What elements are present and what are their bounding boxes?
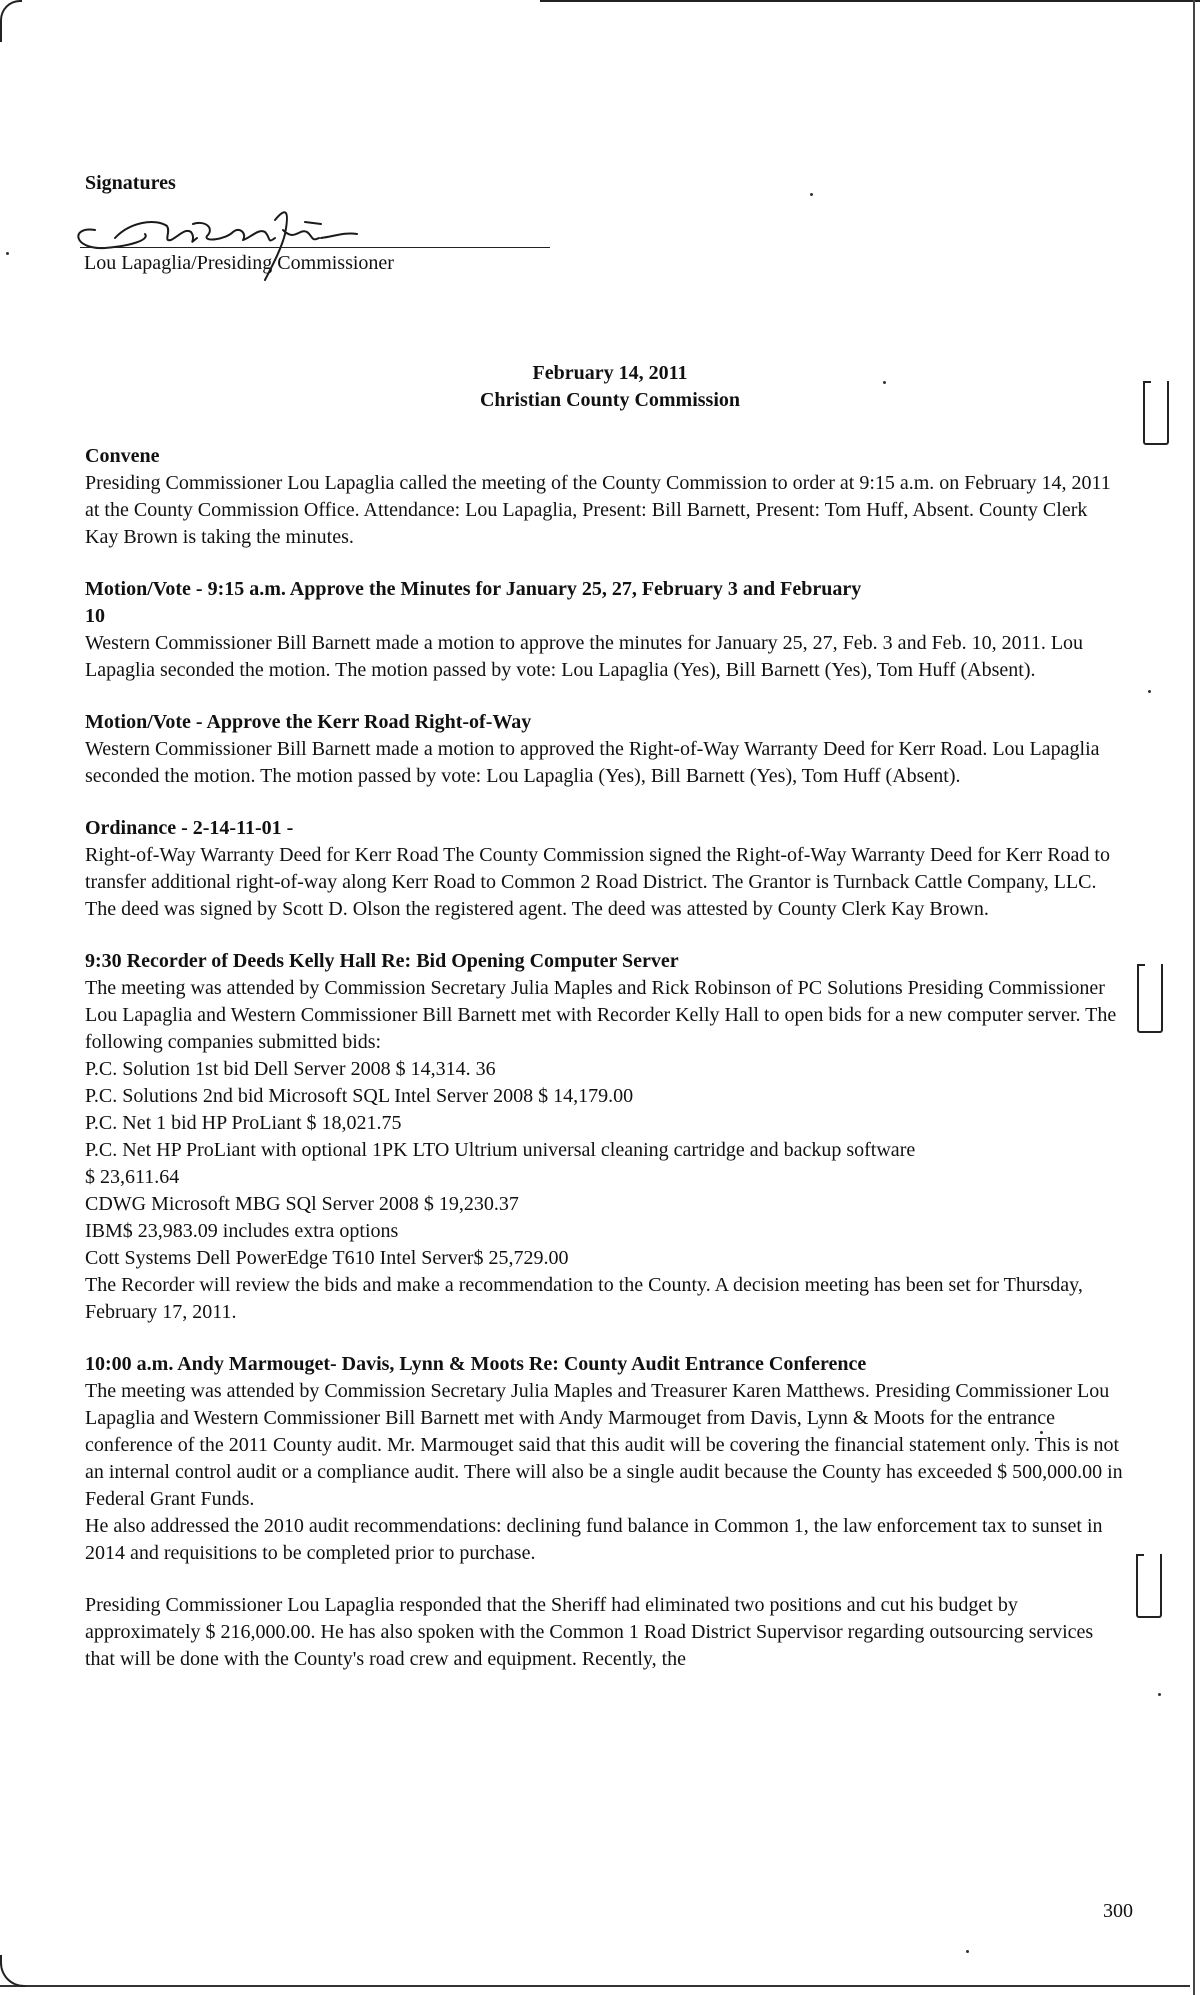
scan-edge-top — [540, 0, 1200, 2]
scan-corner-top-left — [0, 0, 22, 42]
bid-item: IBM$ 23,983.09 includes extra options — [85, 1220, 399, 1242]
bid-item: CDWG Microsoft MBG SQl Server 2008 $ 19,230.37 — [85, 1193, 519, 1215]
scan-speck — [1148, 690, 1151, 693]
section-body: Western Commissioner Bill Barnett made a motion to approved the Right-of-Way Warranty Deed for Kerr Road. Lou Lapaglia seconded the motion. The motion passed by vote: Lou Lapaglia (Yes), Bill Barnett (Yes), Tom Huff (Absent). — [85, 738, 1100, 787]
signatures-heading: Signatures — [85, 172, 176, 194]
margin-bracket — [1137, 964, 1163, 1033]
bid-list — [85, 1056, 1125, 1272]
signature-caption: Lou Lapaglia/Presiding Commissioner — [84, 252, 394, 274]
meeting-date: February 14, 2011 — [532, 362, 688, 384]
signature-line — [80, 247, 550, 248]
minutes-body — [85, 443, 1125, 1698]
section-heading: Ordinance - 2-14-11-01 - — [85, 817, 294, 839]
section-body: Presiding Commissioner Lou Lapaglia called the meeting of the County Commission to order at 9:15 a.m. on February 14, 2011 at the County Commission Office. Attendance: Lou Lapaglia, Present: Bill Barnett, Present: Tom Huff, Absent. County Clerk Kay Brown is taking the minutes. — [85, 472, 1111, 548]
bid-item: Cott Systems Dell PowerEdge T610 Intel Server$ 25,729.00 — [85, 1247, 569, 1269]
section-body: Presiding Commissioner Lou Lapaglia responded that the Sheriff had eliminated two positions and cut his budget by approximately $ 216,000.00. He has also spoken with the Common 1 Road District Supervisor regarding outsourcing services that will be done with the County's road crew and equipment. Recently, the — [85, 1594, 1094, 1670]
margin-bracket — [1143, 381, 1169, 445]
scan-edge-right — [1193, 0, 1195, 1995]
section-audit-conference — [85, 1351, 1125, 1673]
section-heading: Motion/Vote - Approve the Kerr Road Right-of-Way — [85, 711, 532, 733]
section-body: He also addressed the 2010 audit recommendations: declining fund balance in Common 1, the law enforcement tax to sunset in 2014 and requisitions to be completed prior to purchase. — [85, 1515, 1103, 1564]
bid-item: P.C. Solutions 2nd bid Microsoft SQL Intel Server 2008 $ 14,179.00 — [85, 1085, 634, 1107]
scan-speck — [6, 252, 9, 255]
section-approve-minutes — [85, 576, 1125, 684]
section-heading: 10:00 a.m. Andy Marmouget- Davis, Lynn & Moots Re: County Audit Entrance Conference — [85, 1353, 867, 1375]
section-closing: The Recorder will review the bids and make a recommendation to the County. A decision meeting has been set for Thursday, February 17, 2011. — [85, 1274, 1083, 1323]
bid-item: $ 23,611.64 — [85, 1166, 180, 1188]
section-body: Western Commissioner Bill Barnett made a motion to approve the minutes for January 25, 27, Feb. 3 and Feb. 10, 2011. Lou Lapaglia seconded the motion. The motion passed by vote: Lou Lapaglia (Yes), Bill Barnett (Yes), Tom Huff (Absent). — [85, 632, 1084, 681]
bid-item: P.C. Net HP ProLiant with optional 1PK LTO Ultrium universal cleaning cartridge and backup software — [85, 1139, 916, 1161]
margin-bracket — [1136, 1554, 1162, 1618]
section-body: Right-of-Way Warranty Deed for Kerr Road The County Commission signed the Right-of-Way Warranty Deed for Kerr Road to transfer additional right-of-way along Kerr Road to Common 2 Road District. The Grantor is Turnback Cattle Company, LLC. The deed was signed by Scott D. Olson the registered agent. The deed was attested by County Clerk Kay Brown. — [85, 844, 1110, 920]
section-body: The meeting was attended by Commission Secretary Julia Maples and Treasurer Karen Matthews. Presiding Commissioner Lou Lapaglia and Western Commissioner Bill Barnett met with Andy Marmouget from Davis, Lynn & Moots for the entrance conference of the 2011 County audit. Mr. Marmouget said that this audit will be covering the financial statement only. This is not an internal control audit or a compliance audit. There will also be a single audit because the County has exceeded $ 500,000.00 in Federal Grant Funds. — [85, 1380, 1123, 1510]
section-heading: Motion/Vote - 9:15 a.m. Approve the Minutes for January 25, 27, February 3 and February 10 — [85, 578, 862, 627]
section-bid-opening — [85, 948, 1125, 1326]
section-kerr-road — [85, 709, 1125, 790]
section-ordinance — [85, 815, 1125, 923]
section-heading: 9:30 Recorder of Deeds Kelly Hall Re: Bid Opening Computer Server — [85, 950, 679, 972]
section-heading: Convene — [85, 445, 160, 467]
section-convene — [85, 443, 1125, 551]
bid-item: P.C. Net 1 bid HP ProLiant $ 18,021.75 — [85, 1112, 402, 1134]
organization-name: Christian County Commission — [479, 389, 741, 411]
scan-edge-bottom — [0, 1985, 1190, 1987]
section-intro: The meeting was attended by Commission Secretary Julia Maples and Rick Robinson of PC Solutions Presiding Commissioner Lou Lapaglia and Western Commissioner Bill Barnett met with Recorder Kelly Hall to open bids for a new computer server. The following companies submitted bids: — [85, 977, 1117, 1053]
scan-corner-bottom-left — [0, 1955, 26, 1987]
scan-speck — [810, 193, 813, 196]
bid-item: P.C. Solution 1st bid Dell Server 2008 $ 14,314. 36 — [85, 1058, 496, 1080]
page-number: 300 — [1103, 1900, 1133, 1922]
scan-speck — [1158, 1693, 1161, 1696]
scan-speck — [966, 1950, 969, 1953]
